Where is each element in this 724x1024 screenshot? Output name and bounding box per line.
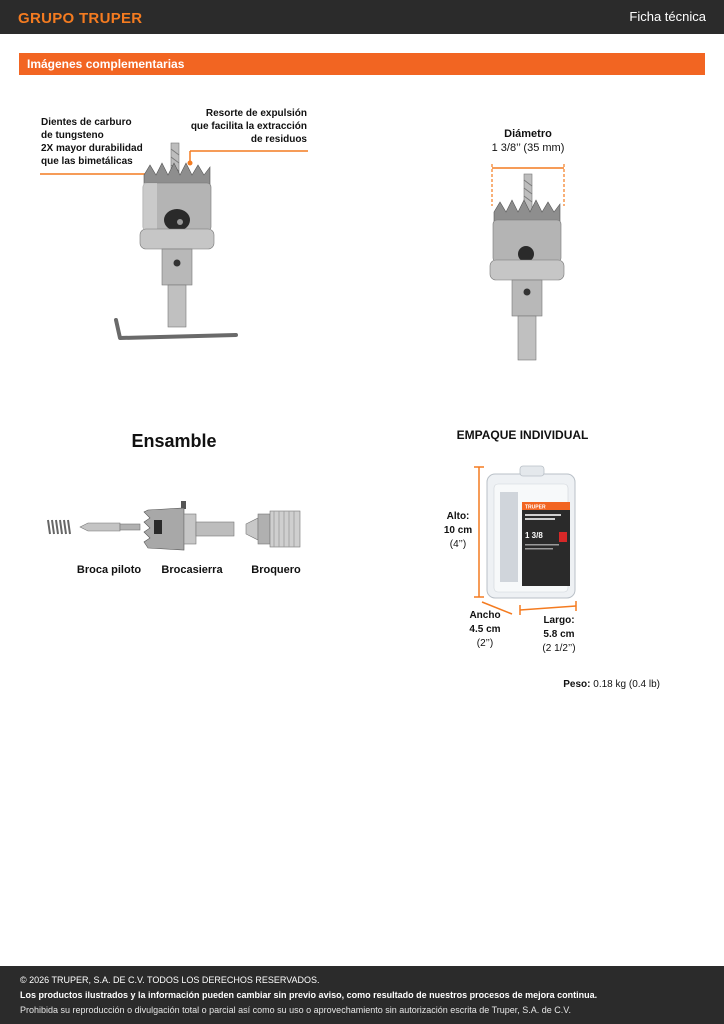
- top-bar: [0, 0, 724, 34]
- package-title: EMPAQUE INDIVIDUAL: [456, 428, 589, 442]
- teeth-line: que las bimetálicas: [41, 156, 133, 167]
- assembly-diagram: [44, 498, 306, 558]
- section-header: [19, 53, 705, 75]
- package-image: [472, 462, 584, 620]
- spring-line: Resorte de expulsión: [205, 108, 307, 119]
- alto-in: (4’’): [449, 539, 467, 550]
- part-label-broquero: Broquero: [251, 564, 301, 576]
- teeth-line: de tungsteno: [41, 130, 104, 141]
- package-weight: [540, 679, 660, 690]
- diameter-label: Diámetro: [504, 128, 552, 140]
- spring-icon: [48, 520, 70, 534]
- pilot-bit-icon: [80, 523, 140, 531]
- diameter-value: 1 3/8’’ (35 mm): [491, 142, 565, 154]
- spring-line: de residuos: [250, 134, 307, 145]
- alto-label: Alto:: [446, 511, 470, 522]
- footer: [0, 966, 724, 1024]
- holesaw-image-right: [480, 160, 580, 370]
- brand-logo: GRUPO TRUPER: [18, 10, 143, 27]
- part-label-brocasierra: Brocasierra: [161, 564, 223, 576]
- ancho-label: Ancho: [469, 610, 501, 621]
- footer-prohibition: Prohibida su reproducción o divulgación total o parcial así como su uso o aprovechamiento sin autorización escrita de Truper, S.A. de C.V.: [20, 1005, 571, 1015]
- largo-cm: 5.8 cm: [543, 629, 575, 640]
- document-type: Ficha técnica: [629, 9, 706, 24]
- chuck-icon: [246, 511, 300, 547]
- weight-label: Peso:: [563, 679, 591, 690]
- package-length: [533, 614, 585, 656]
- teeth-line: Dientes de carburo: [41, 117, 132, 128]
- box-size: 1 3/8: [525, 531, 543, 540]
- diameter-annotation: [478, 127, 578, 155]
- alto-cm: 10 cm: [443, 525, 473, 536]
- spring-line: que facilita la extracción: [190, 121, 307, 132]
- footer-copyright: © 2026 TRUPER, S.A. DE C.V. TODOS LOS DERECHOS RESERVADOS.: [20, 975, 320, 985]
- spring-annotation: [180, 107, 307, 146]
- largo-label: Largo:: [543, 615, 575, 626]
- holesaw-icon: [144, 501, 234, 550]
- ancho-cm: 4.5 cm: [469, 624, 501, 635]
- assembly-title: Ensamble: [131, 431, 217, 451]
- ancho-in: (2’’): [476, 638, 494, 649]
- part-label-broca-piloto: Broca piloto: [76, 564, 142, 576]
- package-height: [440, 510, 476, 552]
- section-title: Imágenes complementarias: [27, 57, 185, 71]
- box-brand: TRUPER: [525, 504, 546, 511]
- teeth-line: 2X mayor durabilidad: [41, 143, 143, 154]
- teeth-annotation: [41, 116, 171, 168]
- package-width: [462, 609, 508, 651]
- largo-in: (2 1/2’’): [542, 643, 576, 654]
- footer-notice: Los productos ilustrados y la información pueden cambiar sin previo aviso, como resultado de nuestros procesos de mejora continua.: [20, 990, 598, 1000]
- weight-value: 0.18 kg (0.4 lb): [593, 679, 660, 690]
